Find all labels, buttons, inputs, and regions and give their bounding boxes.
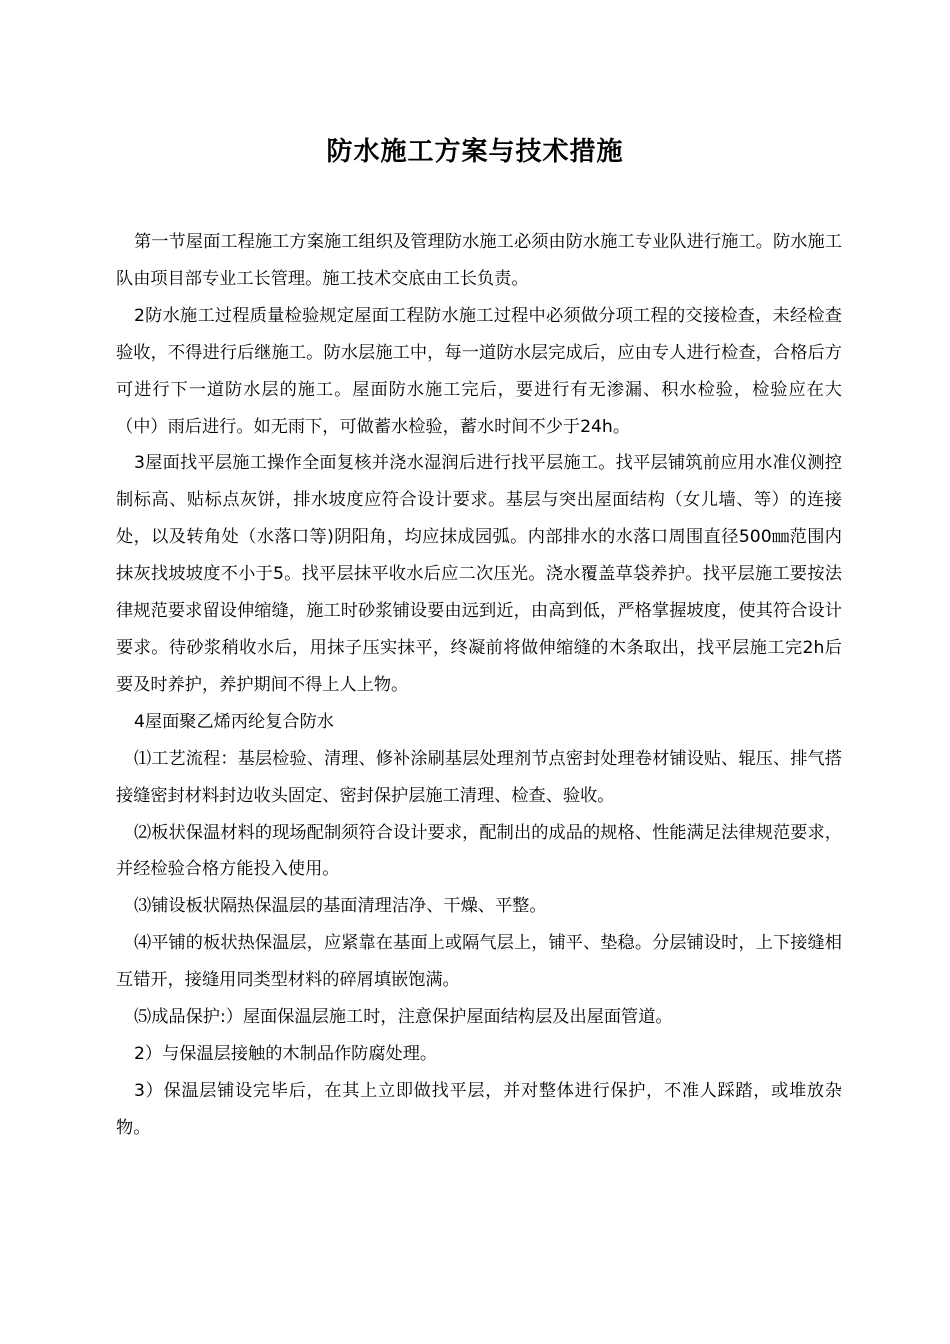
- paragraph-product-protection: ⑸成品保护:）屋面保温层施工时，注意保护屋面结构层及出屋面管道。: [134, 1007, 673, 1028]
- paragraph-base-cleaning: ⑶铺设板状隔热保温层的基面清理洁净、干燥、平整。: [134, 896, 547, 917]
- paragraph-wood-treatment: 2）与保温层接触的木制品作防腐处理。: [134, 1043, 438, 1064]
- document-body: [116, 224, 842, 1147]
- paragraph-after-laying: 3）保温层铺设完毕后，在其上立即做找平层，并对整体进行保护，不准人踩踏，或堆放杂物。: [116, 1080, 842, 1138]
- paragraph-process-flow: ⑴工艺流程：基层检验、清理、修补涂刷基层处理剂节点密封处理卷材铺设贴、辊压、排气搭接缝密封材料封边收头固定、密封保护层施工清理、检查、验收。: [116, 748, 842, 806]
- paragraph-laying-insulation: ⑷平铺的板状热保温层，应紧靠在基面上或隔气层上，铺平、垫稳。分层铺设时，上下接缝相互错开，接缝用同类型材料的碎屑填嵌饱满。: [116, 933, 842, 991]
- paragraph-leveling-layer: 3屋面找平层施工操作全面复核并浇水湿润后进行找平层施工。找平层铺筑前应用水准仪测控制标高、贴标点灰饼，排水坡度应符合设计要求。基层与突出屋面结构（女儿墙、等）的连接处，以及转角处（水落口等)阴阳角，均应抹成园弧。内部排水的水落口周围直径500㎜范围内抹灰找坡坡度不小于5。找平层抹平收水后应二次压光。浇水覆盖草袋养护。找平层施工要按法律规范要求留设伸缩缝，施工时砂浆铺设要由远到近，由高到低，严格掌握坡度，使其符合设计要求。待砂浆稍收水后，用抹子压实抹平，终凝前将做伸缩缝的木条取出，找平层施工完2h后要及时养护，养护期间不得上人上物。: [116, 453, 842, 695]
- paragraph-quality-inspection: 2防水施工过程质量检验规定屋面工程防水施工过程中必须做分项工程的交接检查，未经检查验收，不得进行后继施工。防水层施工中，每一道防水层完成后，应由专人进行检查，合格后方可进行下一道防水层的施工。屋面防水施工完后，要进行有无渗漏、积水检验，检验应在大（中）雨后进行。如无雨下，可做蓄水检验，蓄水时间不少于24h。: [116, 305, 842, 437]
- paragraph-section-1: 第一节屋面工程施工方案施工组织及管理防水施工必须由防水施工专业队进行施工。防水施工队由项目部专业工长管理。施工技术交底由工长负责。: [116, 232, 842, 289]
- paragraph-insulation-material: ⑵板状保温材料的现场配制须符合设计要求，配制出的成品的规格、性能满足法律规范要求，并经检验合格方能投入使用。: [116, 822, 842, 880]
- page-title: 防水施工方案与技术措施: [326, 137, 624, 167]
- paragraph-waterproof-heading: 4屋面聚乙烯丙纶复合防水: [134, 711, 334, 732]
